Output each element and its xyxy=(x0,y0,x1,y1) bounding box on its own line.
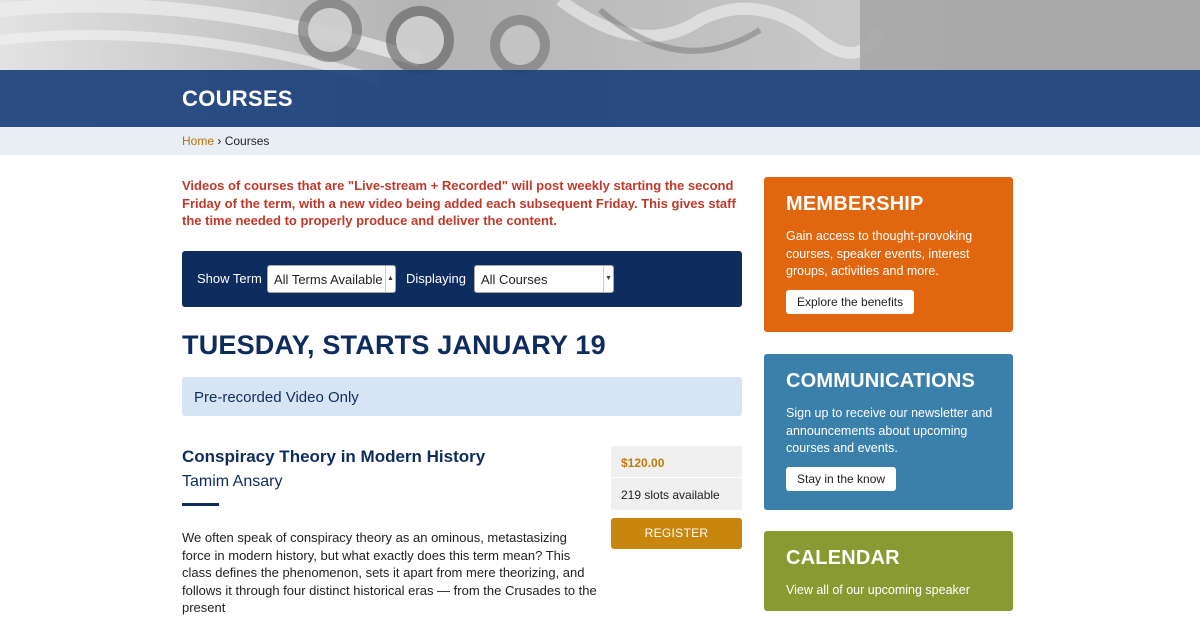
breadcrumb-bar xyxy=(0,127,1200,155)
hero-banner xyxy=(0,0,1200,127)
register-button[interactable]: REGISTER xyxy=(611,518,742,549)
price-divider xyxy=(611,477,742,478)
course-instructor[interactable]: Tamim Ansary xyxy=(182,473,283,490)
communications-text: Sign up to receive our newsletter and announcements about upcoming courses and events. xyxy=(786,406,993,455)
dropdown-arrow-icon: ▼ xyxy=(603,266,613,292)
dropdown-arrow-icon: ▲ xyxy=(385,266,395,292)
format-label: Pre-recorded Video Only xyxy=(194,389,359,406)
slots-available: 219 slots available xyxy=(621,488,720,502)
breadcrumb-separator: › xyxy=(217,134,222,148)
video-notice: Videos of courses that are "Live-stream + Recorded" will post weekly starting the second Friday of the term, with a new video being added each subsequent Friday. This gives staff the time needed to properly produce and deliver the content. xyxy=(182,178,736,228)
course-filter-bar xyxy=(182,251,742,307)
explore-benefits-button[interactable]: Explore the benefits xyxy=(786,290,914,314)
breadcrumb-home-link[interactable]: Home xyxy=(182,134,215,148)
calendar-text: View all of our upcoming speaker xyxy=(786,583,970,597)
title-underline xyxy=(182,503,219,506)
term-select-value: All Terms Available xyxy=(274,272,383,287)
course-description: We often speak of conspiracy theory as an ominous, metastasizing force in modern history, but what exactly does this term mean? This class defines the phenomenon, sets it apart from mere theorizing, and follows it through four distinct historical eras — from the Crusades to the present xyxy=(182,530,597,615)
communications-title: COMMUNICATIONS xyxy=(786,370,976,392)
course-price: $120.00 xyxy=(621,456,665,470)
day-heading: TUESDAY, STARTS JANUARY 19 xyxy=(182,330,606,360)
term-select[interactable] xyxy=(267,265,396,293)
calendar-title: CALENDAR xyxy=(786,547,900,569)
membership-text: Gain access to thought-provoking courses, speaker events, interest groups, activities and more. xyxy=(786,229,973,278)
display-select[interactable] xyxy=(474,265,614,293)
page-title: COURSES xyxy=(182,86,293,111)
membership-title: MEMBERSHIP xyxy=(786,193,924,215)
membership-card xyxy=(764,177,1013,332)
breadcrumb xyxy=(182,134,269,148)
price-box xyxy=(611,446,742,510)
stay-in-the-know-button[interactable]: Stay in the know xyxy=(786,467,896,491)
course-title[interactable]: Conspiracy Theory in Modern History xyxy=(182,447,486,466)
calendar-card xyxy=(764,531,1013,611)
format-bar xyxy=(182,377,742,416)
show-term-label: Show Term xyxy=(197,271,262,286)
communications-card xyxy=(764,354,1013,510)
display-select-value: All Courses xyxy=(481,272,548,287)
displaying-label: Displaying xyxy=(406,271,466,286)
breadcrumb-current: Courses xyxy=(224,134,270,148)
title-band xyxy=(0,70,1200,127)
